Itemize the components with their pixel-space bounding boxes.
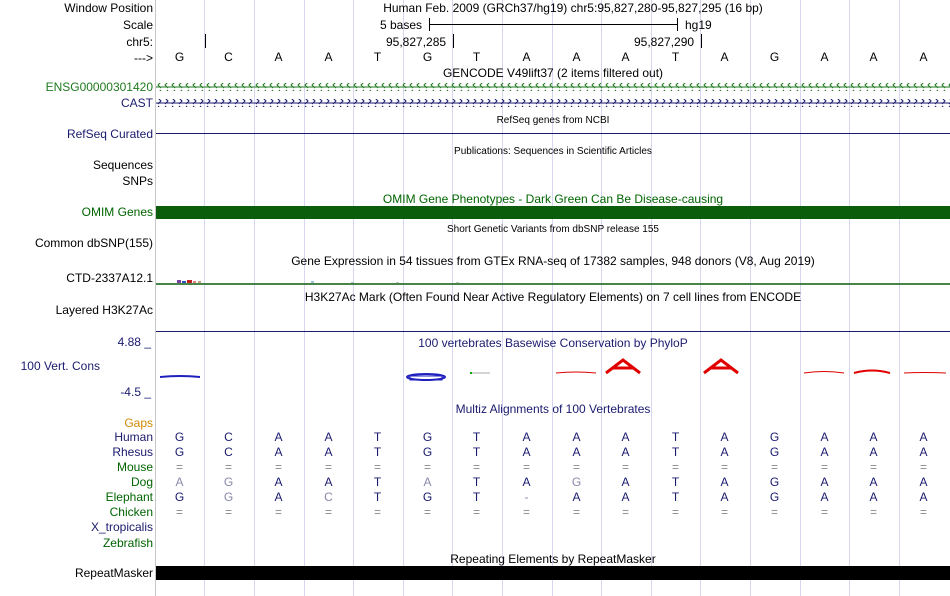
aligned-base: G — [174, 430, 185, 444]
refseq-gene-line[interactable] — [156, 133, 950, 134]
base: A — [621, 50, 630, 64]
window-position-label: Window Position — [64, 1, 153, 15]
aligned-base: T — [671, 430, 680, 444]
aligned-base: A — [919, 445, 928, 459]
aligned-base: A — [175, 475, 184, 489]
base: A — [919, 50, 928, 64]
aligned-base: A — [919, 490, 928, 504]
base: G — [174, 50, 185, 64]
aligned-base: = — [671, 460, 679, 474]
species-label-rhesus[interactable]: Rhesus — [112, 445, 153, 459]
base: A — [820, 50, 829, 64]
aligned-base: = — [175, 460, 183, 474]
repeatmasker-track-caption[interactable]: Repeating Elements by RepeatMasker — [450, 552, 656, 566]
aligned-base: A — [572, 445, 581, 459]
aligned-base: A — [820, 430, 829, 444]
phylop-track-caption[interactable]: 100 vertebrates Basewise Conservation by PhyloP — [418, 336, 688, 350]
track-label-sidebar — [0, 0, 155, 596]
h3k27ac-track-caption[interactable]: H3K27Ac Mark (Often Found Near Active Regulatory Elements) on 7 cell lines from ENCODE — [304, 290, 802, 304]
aligned-base: A — [720, 490, 729, 504]
aligned-base: = — [572, 505, 580, 519]
aligned-base: G — [223, 490, 234, 504]
aligned-base: A — [324, 445, 333, 459]
aligned-base: = — [373, 505, 381, 519]
aligned-base: = — [720, 460, 728, 474]
aligned-base: = — [522, 460, 530, 474]
species-label-chicken[interactable]: Chicken — [109, 505, 153, 519]
scale-label: Scale — [122, 18, 153, 32]
aligned-base: = — [274, 505, 282, 519]
pubs-track-caption[interactable]: Publications: Sequences in Scientific Articles — [454, 146, 652, 157]
repeatmasker-track-label[interactable]: RepeatMasker — [74, 566, 153, 580]
base: T — [472, 50, 481, 64]
strand-arrow-label: ---> — [134, 51, 153, 65]
aligned-base: A — [869, 490, 878, 504]
aligned-base: = — [720, 505, 728, 519]
aligned-base: G — [174, 445, 185, 459]
aligned-base: = — [869, 460, 877, 474]
base: A — [869, 50, 878, 64]
aligned-base: G — [422, 430, 433, 444]
aligned-base: = — [274, 460, 282, 474]
aligned-base: T — [373, 430, 382, 444]
phylop-conservation-logo[interactable] — [156, 355, 950, 385]
aligned-base: A — [621, 490, 630, 504]
aligned-base: A — [621, 475, 630, 489]
aligned-base: = — [472, 460, 480, 474]
aligned-base: = — [919, 460, 927, 474]
omim-gene-bar[interactable] — [156, 206, 950, 219]
ruler-position-2: 95,827,290 — [634, 35, 695, 49]
aligned-base: = — [820, 460, 828, 474]
aligned-base: A — [720, 430, 729, 444]
aligned-base: A — [572, 490, 581, 504]
aligned-base: G — [769, 475, 780, 489]
aligned-base: T — [671, 445, 680, 459]
aligned-base: = — [472, 505, 480, 519]
aligned-base: A — [919, 430, 928, 444]
aligned-base: = — [224, 460, 232, 474]
aligned-base: = — [869, 505, 877, 519]
ruler-position-1: 95,827,285 — [386, 35, 447, 49]
gtex-expression-bars[interactable] — [156, 276, 950, 286]
aligned-base: G — [769, 445, 780, 459]
refseq-track-caption[interactable]: RefSeq genes from NCBI — [496, 115, 610, 126]
aligned-base: A — [522, 445, 531, 459]
aligned-base: A — [720, 445, 729, 459]
sequences-label[interactable]: Sequences — [92, 158, 153, 172]
h3k27ac-track-label[interactable]: Layered H3K27Ac — [55, 303, 153, 317]
aligned-base: G — [422, 490, 433, 504]
gencode-track-caption[interactable]: GENCODE V49lift37 (2 items filtered out) — [442, 66, 664, 80]
gene-item-label-cast[interactable]: CAST — [120, 96, 153, 110]
aligned-base: A — [423, 475, 432, 489]
aligned-base: - — [524, 490, 529, 504]
aligned-base: C — [224, 445, 233, 459]
aligned-base: T — [671, 490, 680, 504]
aligned-base: A — [720, 475, 729, 489]
base: G — [769, 50, 780, 64]
aligned-base: T — [373, 445, 382, 459]
species-label-mouse[interactable]: Mouse — [116, 460, 153, 474]
base: A — [324, 50, 333, 64]
aligned-base: = — [770, 505, 778, 519]
aligned-base: T — [472, 490, 481, 504]
aligned-base: G — [769, 490, 780, 504]
species-label-dog[interactable]: Dog — [130, 475, 153, 489]
phylop-max-label: 4.88 _ — [117, 335, 151, 349]
base: A — [274, 50, 283, 64]
aligned-base: A — [919, 475, 928, 489]
aligned-base: = — [572, 460, 580, 474]
phylop-min-label: -4.5 _ — [120, 385, 151, 399]
aligned-base: A — [324, 475, 333, 489]
species-label-elephant[interactable]: Elephant — [105, 490, 153, 504]
aligned-base: T — [671, 475, 680, 489]
aligned-base: A — [274, 430, 283, 444]
aligned-base: A — [820, 475, 829, 489]
aligned-base: A — [869, 445, 878, 459]
h3k27ac-baseline — [156, 331, 950, 332]
refseq-track-label[interactable]: RefSeq Curated — [66, 127, 153, 141]
aligned-base: A — [869, 430, 878, 444]
aligned-base: A — [621, 445, 630, 459]
aligned-base: A — [324, 430, 333, 444]
species-label-zebrafish[interactable]: Zebrafish — [102, 536, 153, 550]
aligned-base: C — [224, 430, 233, 444]
gtex-gene-label[interactable]: CTD-2337A12.1 — [66, 271, 153, 285]
aligned-base: = — [324, 460, 332, 474]
base: T — [671, 50, 680, 64]
window-position-value: Human Feb. 2009 (GRCh37/hg19) chr5:95,827,280-95,827,295 (16 bp) — [383, 1, 763, 15]
aligned-base: A — [522, 430, 531, 444]
aligned-base: A — [820, 445, 829, 459]
omim-track-caption[interactable]: OMIM Gene Phenotypes - Dark Green Can Be Disease-causing — [382, 192, 724, 206]
base: G — [422, 50, 433, 64]
aligned-base: = — [820, 505, 828, 519]
aligned-base: A — [274, 445, 283, 459]
aligned-base: = — [671, 505, 679, 519]
aligned-base: T — [472, 475, 481, 489]
multiz-track-caption[interactable]: Multiz Alignments of 100 Vertebrates — [455, 402, 651, 416]
species-label-xtropicalis[interactable]: X_tropicalis — [90, 520, 153, 534]
aligned-base: = — [373, 460, 381, 474]
scale-value: 5 bases — [380, 18, 423, 32]
base: T — [373, 50, 382, 64]
aligned-base: T — [373, 475, 382, 489]
base: A — [522, 50, 531, 64]
species-label-human[interactable]: Human — [114, 430, 153, 444]
aligned-base: A — [522, 475, 531, 489]
aligned-base: = — [423, 505, 431, 519]
aligned-base: A — [869, 475, 878, 489]
aligned-base: G — [422, 445, 433, 459]
gene-item-label-ensg[interactable]: ENSG00000301420 — [45, 80, 153, 94]
aligned-base: T — [472, 445, 481, 459]
aligned-base: = — [324, 505, 332, 519]
gtex-track-caption[interactable]: Gene Expression in 54 tissues from GTEx RNA-seq of 17382 samples, 948 donors (V8, Aug 2019) — [291, 254, 815, 268]
base: A — [720, 50, 729, 64]
dbsnp-track-caption[interactable]: Short Genetic Variants from dbSNP release 155 — [447, 224, 659, 235]
repeatmasker-element-bar[interactable] — [156, 566, 950, 580]
omim-track-label[interactable]: OMIM Genes — [81, 205, 153, 219]
aligned-base: A — [621, 430, 630, 444]
aligned-base: = — [224, 505, 232, 519]
dbsnp-track-label[interactable]: Common dbSNP(155) — [34, 236, 153, 250]
aligned-base: A — [274, 475, 283, 489]
aligned-base: = — [919, 505, 927, 519]
aligned-base: G — [223, 475, 234, 489]
gencode-gene-features[interactable] — [156, 81, 950, 111]
phylop-track-label[interactable]: 100 Vert. Cons — [20, 359, 100, 373]
aligned-base: = — [522, 505, 530, 519]
base: C — [224, 50, 233, 64]
base: A — [572, 50, 581, 64]
aligned-base: = — [175, 505, 183, 519]
aligned-base: T — [472, 430, 481, 444]
gaps-label[interactable]: Gaps — [124, 416, 153, 430]
aligned-base: = — [423, 460, 431, 474]
assembly-label: hg19 — [685, 18, 712, 32]
aligned-base: G — [571, 475, 582, 489]
aligned-base: T — [373, 490, 382, 504]
aligned-base: C — [324, 490, 333, 504]
aligned-base: A — [820, 490, 829, 504]
aligned-base: A — [274, 490, 283, 504]
aligned-base: = — [621, 505, 629, 519]
aligned-base: G — [174, 490, 185, 504]
chrom-label: chr5: — [126, 35, 153, 49]
aligned-base: = — [621, 460, 629, 474]
snps-label[interactable]: SNPs — [122, 174, 153, 188]
aligned-base: G — [769, 430, 780, 444]
aligned-base: A — [572, 430, 581, 444]
aligned-base: = — [770, 460, 778, 474]
